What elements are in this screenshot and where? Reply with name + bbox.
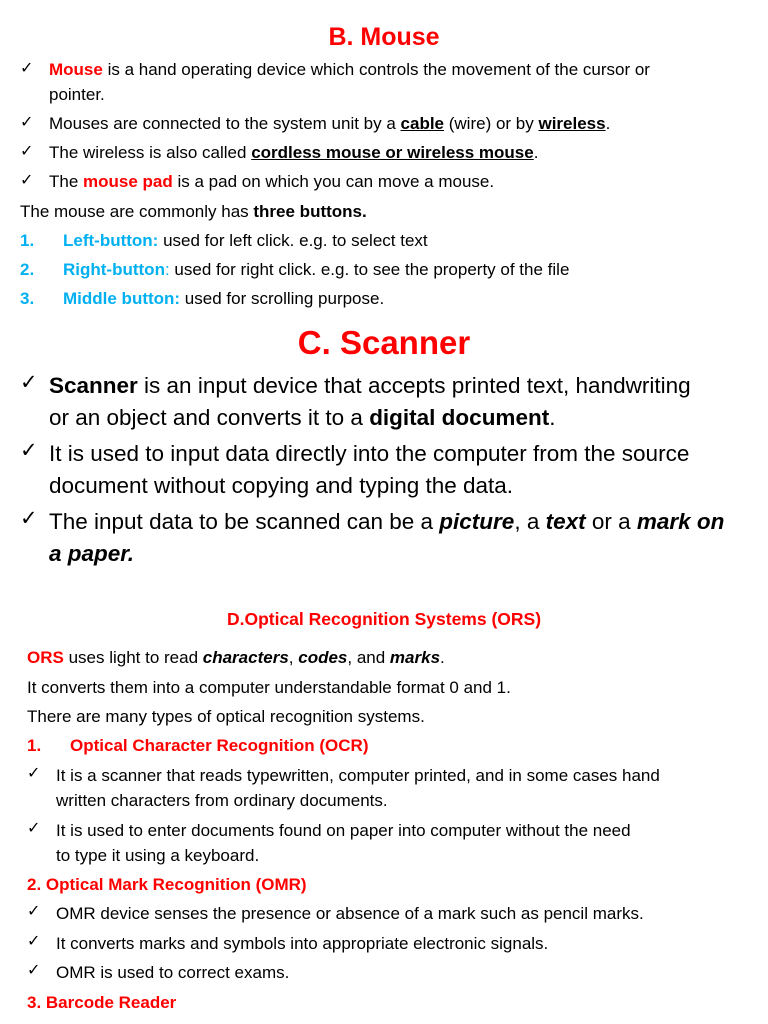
check-icon: ✓	[27, 933, 41, 950]
scanner-bullet-1-cont: or an object and converts it to a digital document.	[49, 405, 556, 430]
omr-bullet-3: OMR is used to correct exams.	[56, 963, 290, 982]
ocr-bullet-2: It is used to enter documents found on paper into computer without the need	[56, 821, 631, 840]
mouse-button-middle: Middle button: used for scrolling purpose.	[63, 289, 385, 308]
mouse-bullet-2: Mouses are connected to the system unit by a cable (wire) or by wireless.	[49, 114, 611, 133]
check-icon: ✓	[20, 60, 34, 77]
scanner-bullet-3-cont: a paper.	[49, 541, 135, 566]
check-icon: ✓	[27, 820, 41, 837]
mouse-bullet-1: Mouse is a hand operating device which controls the movement of the cursor or	[49, 60, 650, 79]
mouse-button-left: Left-button: used for left click. e.g. to select text	[63, 231, 428, 250]
check-icon: ✓	[20, 143, 34, 160]
check-icon: ✓	[20, 114, 34, 131]
check-icon: ✓	[20, 371, 38, 394]
check-icon: ✓	[27, 765, 41, 782]
omr-bullet-2: It converts marks and symbols into appropriate electronic signals.	[56, 934, 549, 953]
mouse-buttons-intro: The mouse are commonly has three buttons.	[20, 202, 367, 221]
list-number: 1.	[27, 736, 42, 755]
section-title-scanner: C. Scanner	[297, 324, 471, 361]
ocr-bullet-1-cont: written characters from ordinary documents.	[56, 791, 388, 810]
barcode-title: 3. Barcode Reader	[27, 993, 177, 1012]
check-icon: ✓	[20, 507, 38, 530]
scanner-bullet-2: It is used to input data directly into the computer from the source	[49, 441, 690, 466]
mouse-bullet-4: The mouse pad is a pad on which you can move a mouse.	[49, 172, 495, 191]
ors-line-3: There are many types of optical recognition systems.	[27, 707, 425, 726]
ocr-title: Optical Character Recognition (OCR)	[70, 736, 369, 755]
list-number: 3.	[20, 289, 35, 308]
check-icon: ✓	[27, 962, 41, 979]
ocr-bullet-2-cont: to type it using a keyboard.	[56, 846, 260, 865]
check-icon: ✓	[27, 903, 41, 920]
ocr-bullet-1: It is a scanner that reads typewritten, computer printed, and in some cases hand	[56, 766, 660, 785]
list-number: 2.	[20, 260, 35, 279]
scanner-bullet-1: Scanner is an input device that accepts printed text, handwriting	[49, 373, 691, 398]
omr-bullet-1: OMR device senses the presence or absence of a mark such as pencil marks.	[56, 904, 644, 923]
mouse-button-right: Right-button: used for right click. e.g. to see the property of the file	[63, 260, 570, 279]
ors-line-2: It converts them into a computer understandable format 0 and 1.	[27, 678, 511, 697]
scanner-bullet-3: The input data to be scanned can be a picture, a text or a mark on	[49, 509, 725, 534]
check-icon: ✓	[20, 439, 38, 462]
check-icon: ✓	[20, 172, 34, 189]
list-number: 1.	[20, 231, 35, 250]
section-title-mouse: B. Mouse	[328, 23, 440, 51]
scanner-bullet-2-cont: document without copying and typing the data.	[49, 473, 514, 498]
mouse-bullet-1-cont: pointer.	[49, 85, 105, 104]
mouse-bullet-3: The wireless is also called cordless mouse or wireless mouse.	[49, 143, 539, 162]
ors-intro: ORS uses light to read characters, codes, and marks.	[27, 648, 445, 667]
section-title-ors: D.Optical Recognition Systems (ORS)	[226, 609, 542, 629]
omr-title: 2. Optical Mark Recognition (OMR)	[27, 875, 307, 894]
